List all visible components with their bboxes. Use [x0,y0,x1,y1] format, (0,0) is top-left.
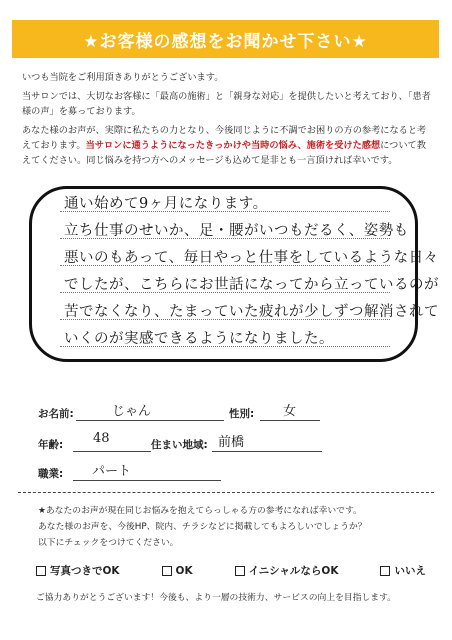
checkbox-icon[interactable] [235,566,245,576]
name-label: お名前: [38,408,74,420]
comment-line-1: 通い始めて9ヶ月になります。 [64,196,268,212]
checkbox-icon[interactable] [36,566,46,576]
age-value: 48 [93,431,110,446]
divider [18,492,434,493]
checkbox-icon[interactable] [380,566,390,576]
intro-line-1: いつも当院をご利用頂きありがとうございます。 [22,72,224,83]
intro-line-2: 当サロンでは、大切なお客様に「最高の施術」と「親身な対応」を提供したいと考えており、「患者様の声」を募っております。 [22,91,431,117]
job-label: 職業: [38,468,64,480]
job-line [73,480,221,481]
comment-line-2: 立ち仕事のせいか、足・腰がいつもだるく、姿勢も [64,223,409,239]
age-line [73,451,151,452]
job-value: パート [92,464,132,479]
intro-line-3: あなた様のお声が、実際に私たちの力となり、今後同じように不調でお困りの方の参考になると考えております。当サロンに通うようになったきっかけや当時の悩み、施術を受けた感想について教えてください。同じ悩みを持つ方へのメッセージも込めて是非とも一言頂ければ幸いです。 [22,125,427,166]
option-initials-ok[interactable]: イニシャルならOK [235,563,339,578]
consent-note-1: ★あなたのお声が現在同じお悩みを抱えてらっしゃる方の参考になれば幸いです。 [38,506,362,516]
intro-text [22,70,434,172]
consent-options [36,563,426,578]
intro-emphasis: 当サロンに通うようになったきっかけや当時の悩み、施術を受けた感想 [85,140,381,151]
name-line [76,420,224,421]
closing-message: ご協力ありがとうございます！今後も、より一層の技術力、サービスの向上を目指します。 [36,593,396,603]
comment-line-4: でしたが、こちらにお世話になってから立っているのが [64,277,439,293]
name-value: じゃん [112,404,152,419]
area-label: 住まい地域: [151,439,208,451]
area-value: 前橋 [218,435,245,450]
comment-line-5: 苦でなくなり、たまっていた疲れが少しずつ解消されて [64,304,439,320]
option-photo-ok[interactable]: 写真つきでOK [36,563,120,578]
gender-label: 性別: [229,408,255,420]
gender-line [260,420,320,421]
area-line [212,451,322,452]
checkbox-icon[interactable] [162,566,172,576]
option-no[interactable]: いいえ [380,563,426,578]
consent-note-3: 以下にチェックをつけてください。 [38,538,179,548]
age-label: 年齢: [38,439,64,451]
form-title: ★お客様の感想をお聞かせ下さい★ [12,20,439,58]
consent-note-2: あなた様のお声を、今後HP、院内、チラシなどに掲載してもよろしいでしょうか？ [38,522,367,532]
comment-line-3: 悪いのもあって、毎日やっと仕事をしているような日々 [64,250,439,266]
gender-value: 女 [283,404,297,419]
option-ok[interactable]: OK [162,563,193,578]
comment-line-6: いくのが実感できるようになりました。 [64,331,334,347]
